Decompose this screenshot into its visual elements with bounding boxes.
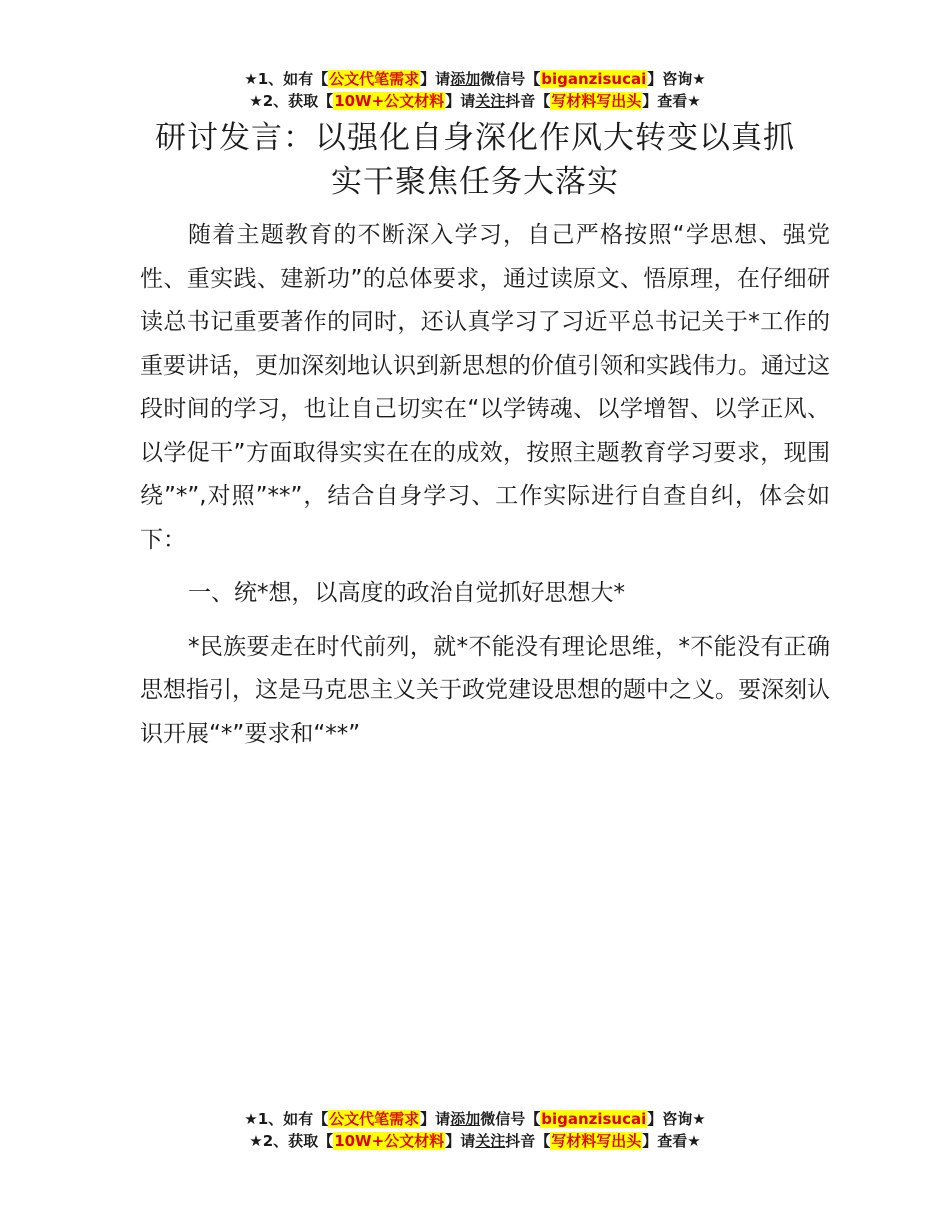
section-heading-1: 一、统*想，以高度的政治自觉抓好思想大* xyxy=(188,580,625,606)
document-body xyxy=(140,214,830,756)
header-banner xyxy=(0,68,950,112)
title-line-2: 实干聚焦任务大落实 xyxy=(331,164,619,200)
footer-line-1: ★1、如有【公文代笔需求】请添加微信号【biganzisucai】咨询★ xyxy=(244,1110,706,1128)
paragraph-intro: 随着主题教育的不断深入学习，自己严格按照“学思想、强党性、重实践、建新功”的总体要求，通过读原文、悟原理，在仔细研读总书记重要著作的同时，还认真学习了习近平总书记关于*工作的重要讲话，更加深刻地认识到新思想的价值引领和实践伟力。通过这段时间的学习，也让自己切实在“以学铸魂、以学增智、以学正风、以学促干”方面取得实实在在的成效，按照主题教育学习要求，现围绕”*”,对照”**”，结合自身学习、工作实际进行自查自纠，体会如下： xyxy=(140,222,830,553)
highlight-douyin-account: 写材料写出头 xyxy=(551,1132,642,1150)
footer-line-2: ★2、获取【10W+公文材料】请关注抖音【写材料写出头】查看★ xyxy=(249,1132,701,1150)
highlight-service: 公文代笔需求 xyxy=(329,70,420,88)
banner-line-2: ★2、获取【10W+公文材料】请关注抖音【写材料写出头】查看★ xyxy=(249,92,701,110)
paragraph-section-1: *民族要走在时代前列，就*不能没有理论思维，*不能没有正确思想指引，这是马克思主义关于政党建设思想的题中之义。要深刻认识开展“*”要求和“**” xyxy=(140,633,830,747)
highlight-materials: 10W+公文材料 xyxy=(334,92,445,110)
highlight-service: 公文代笔需求 xyxy=(329,1110,420,1128)
footer-banner xyxy=(0,1108,950,1152)
banner-line-1: ★1、如有【公文代笔需求】请添加微信号【biganzisucai】咨询★ xyxy=(244,70,706,88)
highlight-douyin-account: 写材料写出头 xyxy=(551,92,642,110)
highlight-wechat-id: biganzisucai xyxy=(541,70,647,88)
highlight-wechat-id: biganzisucai xyxy=(541,1110,647,1128)
highlight-materials: 10W+公文材料 xyxy=(334,1132,445,1150)
document-title xyxy=(0,116,950,204)
title-line-1: 研讨发言：以强化自身深化作风大转变以真抓 xyxy=(155,120,795,156)
